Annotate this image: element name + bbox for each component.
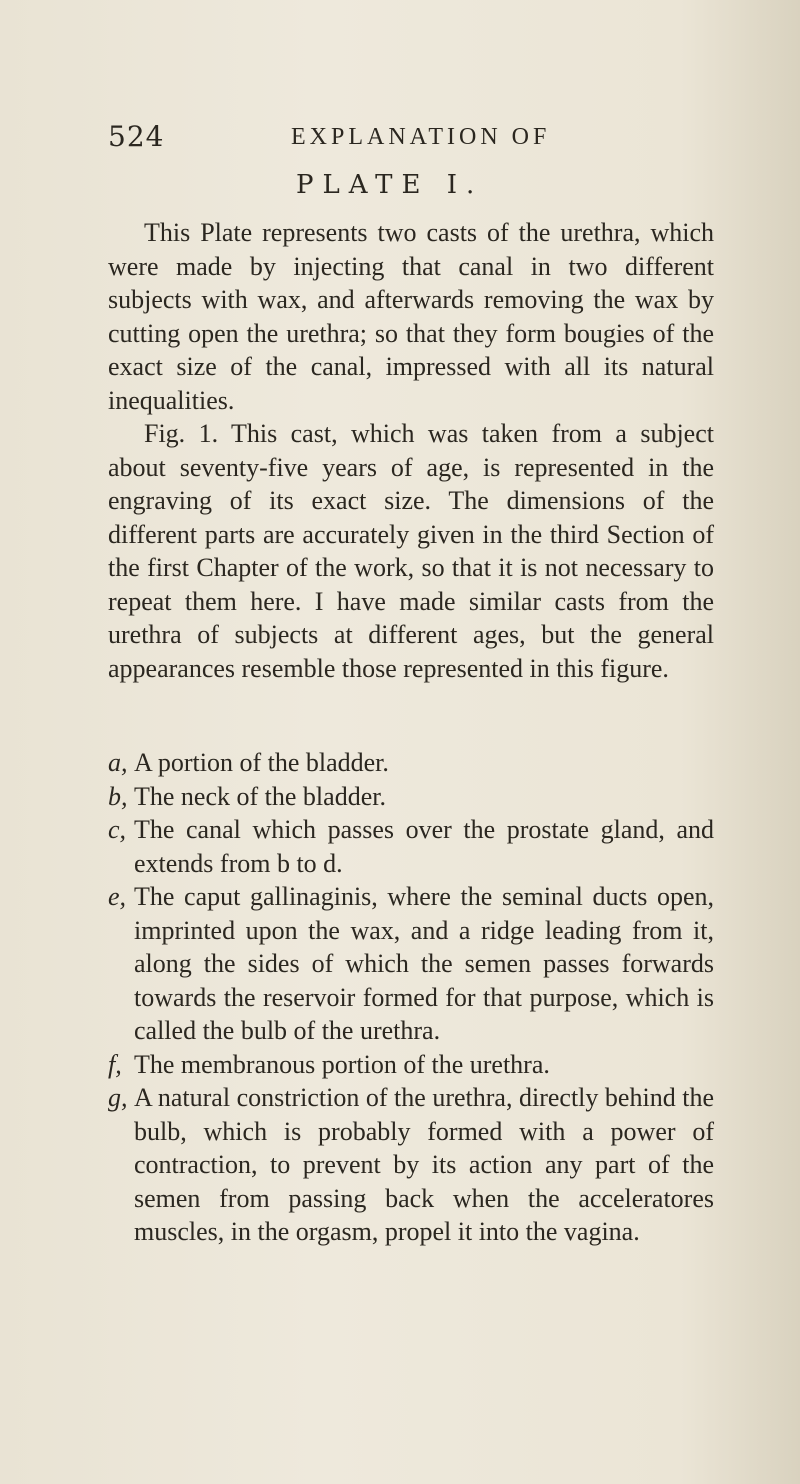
legend-item-a	[108, 746, 714, 780]
legend-text: The caput gallinaginis, where the seminal ducts open, imprinted upon the wax, and a ridge leading from it, along the sides of which the semen passes forwards towards the reservoir formed for that purpose, which is called the bulb of the urethra.	[134, 882, 714, 1045]
legend-text: The canal which passes over the prostate gland, and extends from b to d.	[134, 815, 714, 878]
figure-legend	[108, 746, 714, 1249]
intro-paragraph: This Plate represents two casts of the urethra, which were made by injecting that canal in two different subjects with wax, and afterwards removing the wax by cutting open the urethra; so that they form bougies of the exact size of the canal, impressed with all its natural inequalities.	[108, 218, 714, 415]
figure-paragraph: Fig. 1. This cast, which was taken from a subject about seventy-five years of age, is represented in the engraving of its exact size. The dimensions of the different parts are accurately given in the third Section of the first Chapter of the work, so that it is not necessary to repeat them here. I have made similar casts from the urethra of subjects at different ages, but the general appearances resemble those represented in this figure.	[108, 419, 714, 683]
page-number: 524	[108, 120, 165, 153]
legend-item-g	[108, 1081, 714, 1249]
legend-text: A natural constriction of the urethra, directly behind the bulb, which is probably formed with a power of contraction, to prevent by its action any part of the semen from passing back when the acceleratores muscles, in the orgasm, propel it into the vagina.	[134, 1083, 714, 1246]
plate-heading: PLATE I.	[296, 170, 484, 200]
body-text	[108, 216, 714, 685]
legend-letter: a,	[108, 748, 128, 777]
legend-item-f	[108, 1048, 714, 1082]
legend-text: The membranous portion of the urethra.	[134, 1049, 550, 1079]
legend-letter: e,	[108, 882, 127, 911]
legend-item-c	[108, 813, 714, 880]
running-head	[108, 120, 718, 160]
legend-item-e	[108, 880, 714, 1048]
legend-text: A portion of the bladder.	[134, 748, 389, 777]
legend-letter: f,	[108, 1049, 122, 1079]
running-title: EXPLANATION OF	[291, 124, 551, 150]
legend-letter: g,	[108, 1083, 128, 1112]
legend-item-b	[108, 780, 714, 814]
legend-text: The neck of the bladder.	[134, 781, 386, 811]
legend-letter: b,	[108, 781, 128, 811]
legend-letter: c,	[108, 815, 127, 844]
